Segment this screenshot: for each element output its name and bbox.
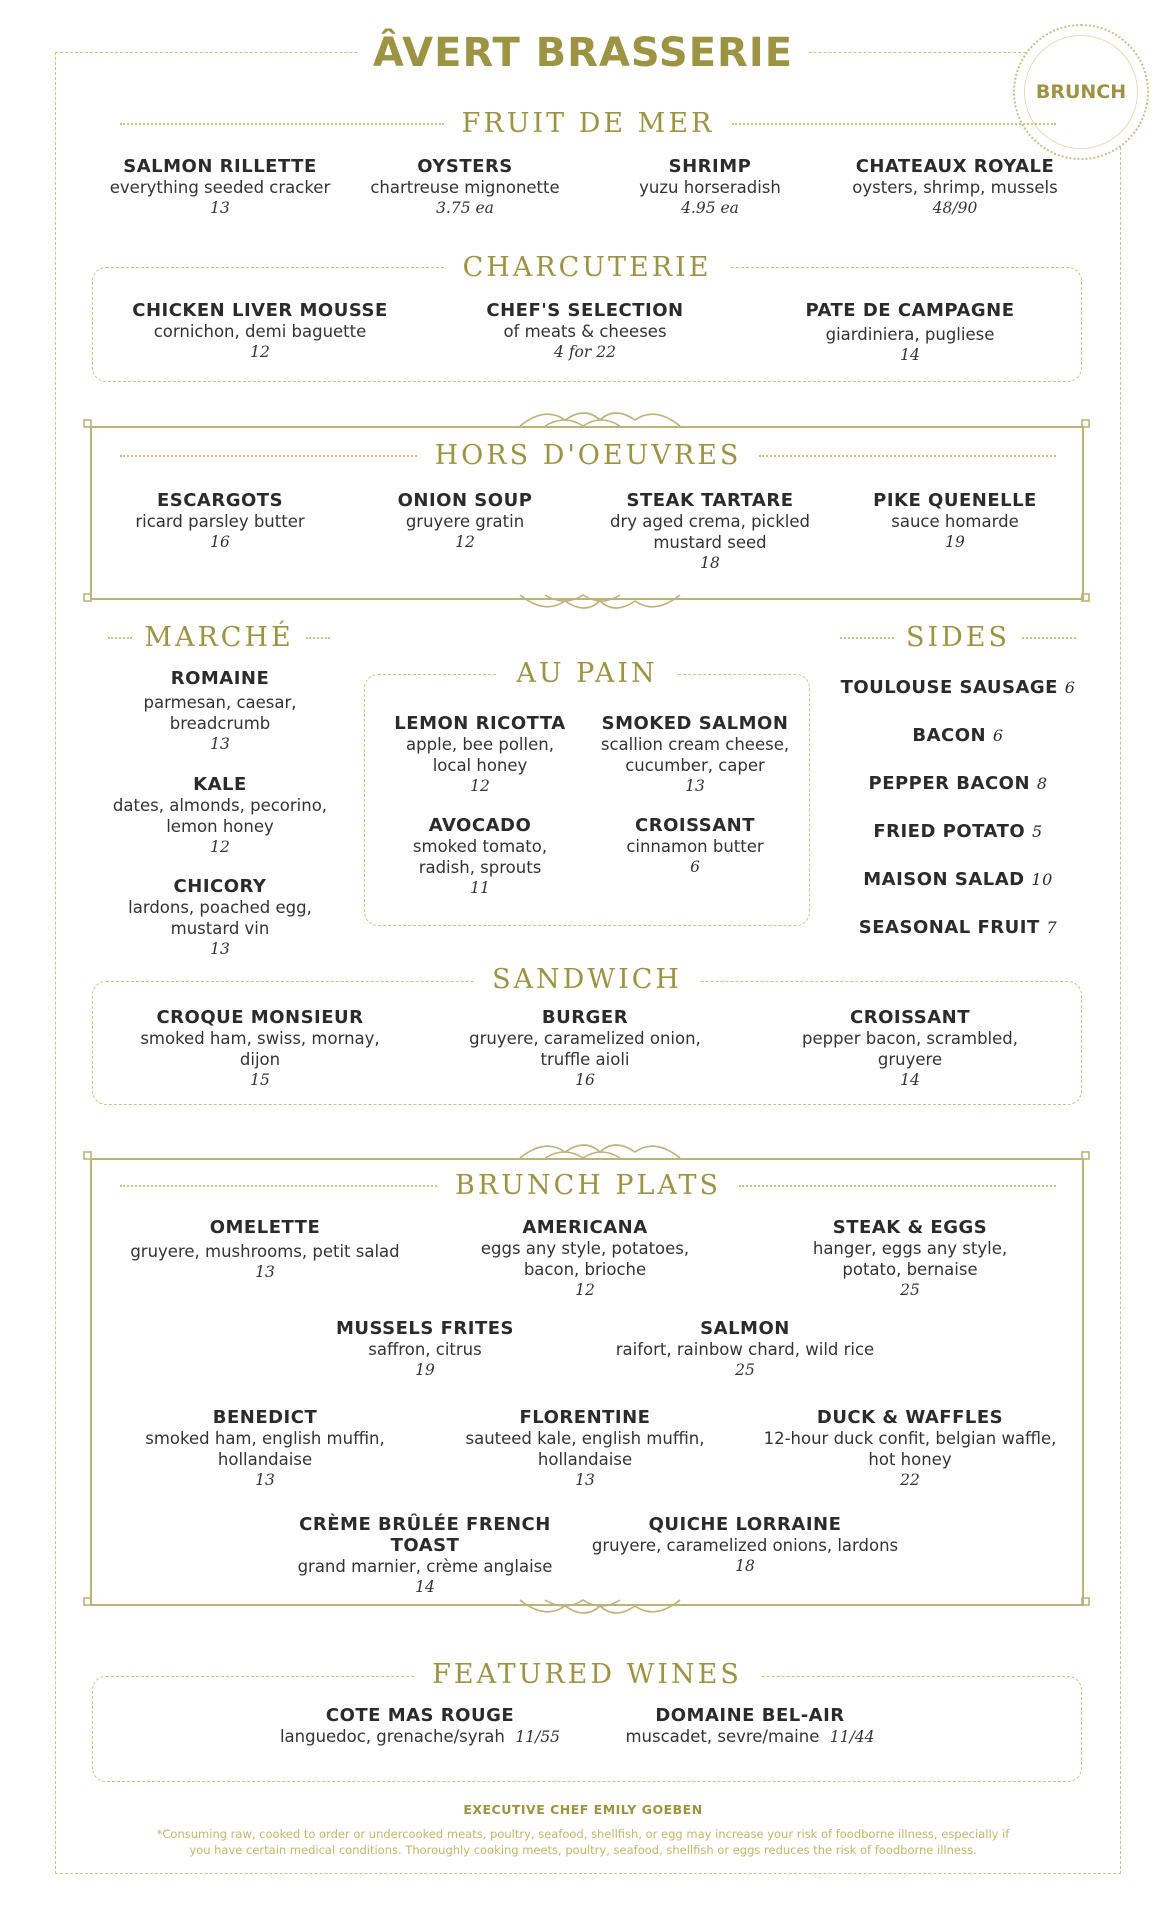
featured-wines-box [92,1676,1082,1782]
wine-item-domaine-bel-air: DOMAINE BEL-AIR muscadet, sevre/maine 11/44 [625,1705,875,1746]
menu-item-romaine: ROMAINE parmesan, caesar, breadcrumb 13 [143,668,297,753]
menu-item-croissant-sandwich: CROISSANT pepper bacon, scrambled, gruyere 14 [801,1007,1018,1089]
menu-item-quiche-lorraine: QUICHE LORRAINE gruyere, caramelized onions, lardons 18 [591,1514,899,1575]
section-title-brunch-plats: BRUNCH PLATS [120,1170,1056,1201]
menu-item-shrimp: SHRIMP yuzu horseradish 4.95 ea [639,156,781,217]
menu-item-chicken-liver-mousse: CHICKEN LIVER MOUSSE cornichon, demi baguette 12 [132,300,388,361]
side-item-pepper-bacon: PEPPER BACON 8 [868,773,1048,794]
menu-item-americana: AMERICANA eggs any style, potatoes, bacon, brioche 12 [480,1217,690,1299]
executive-chef-credit: EXECUTIVE CHEF EMILY GOEBEN [463,1802,703,1817]
menu-item-steak-tartare: STEAK TARTARE dry aged crema, pickled mustard seed 18 [610,490,810,572]
menu-item-creme-brulee-french-toast: CRÈME BRÛLÉE FRENCH TOAST grand marnier, crème anglaise 14 [297,1514,553,1596]
side-item-toulouse-sausage: TOULOUSE SAUSAGE 6 [840,677,1076,698]
section-title-sandwich: SANDWICH [92,964,1082,995]
menu-item-chateaux-royale: CHATEAUX ROYALE oysters, shrimp, mussels 48/90 [852,156,1058,217]
menu-item-escargots: ESCARGOTS ricard parsley butter 16 [135,490,305,551]
side-item-seasonal-fruit: SEASONAL FRUIT 7 [858,917,1058,938]
menu-item-burger: BURGER gruyere, caramelized onion, truffle aioli 16 [469,1007,701,1089]
menu-item-chicory: CHICORY lardons, poached egg, mustard vin 13 [128,876,312,958]
menu-item-croissant-au-pain: CROISSANT cinnamon butter 6 [626,815,764,876]
menu-item-smoked-salmon: SMOKED SALMON scallion cream cheese, cucumber, caper 13 [600,713,790,795]
side-item-bacon: BACON 6 [912,725,1004,746]
section-title-charcuterie: CHARCUTERIE [92,252,1082,283]
brand-title: ÂVERT BRASSERIE [0,30,1166,76]
menu-item-mussels-frites: MUSSELS FRITES saffron, citrus 19 [335,1318,515,1379]
section-title-au-pain: AU PAIN [364,658,810,689]
side-item-fried-potato: FRIED POTATO 5 [873,821,1043,842]
section-title-marche: MARCHÉ [108,622,330,653]
menu-item-omelette: OMELETTE gruyere, mushrooms, petit salad 13 [130,1217,400,1281]
menu-item-steak-and-eggs: STEAK & EGGS hanger, eggs any style, potato, bernaise 25 [812,1217,1008,1299]
menu-item-chefs-selection: CHEF'S SELECTION of meats & cheeses 4 for 22 [486,300,684,361]
menu-item-salmon: SALMON raifort, rainbow chard, wild rice 25 [615,1318,875,1379]
menu-item-duck-and-waffles: DUCK & WAFFLES 12-hour duck confit, belgian waffle, hot honey 22 [763,1407,1057,1489]
menu-item-florentine: FLORENTINE sauteed kale, english muffin, hollandaise 13 [465,1407,705,1489]
section-title-sides: SIDES [840,622,1076,653]
menu-item-benedict: BENEDICT smoked ham, english muffin, hollandaise 13 [145,1407,385,1489]
wine-item-cote-mas-rouge: COTE MAS ROUGE languedoc, grenache/syrah 11/55 [279,1705,561,1746]
menu-item-croque-monsieur: CROQUE MONSIEUR smoked ham, swiss, mornay, dijon 15 [140,1007,380,1089]
menu-item-kale: KALE dates, almonds, pecorino, lemon honey 12 [112,774,328,856]
menu-item-avocado: AVOCADO smoked tomato, radish, sprouts 11 [412,815,548,897]
section-title-featured-wines: FEATURED WINES [92,1659,1082,1690]
side-item-maison-salad: MAISON SALAD 10 [863,869,1053,890]
food-safety-disclaimer: *Consuming raw, cooked to order or undercooked meats, poultry, seafood, shellfish, or egg may increase your risk of foodborne illness, especially if you have certain medical conditions. Thoroughly cooking meets, poultry, seafood, shellfish or eggs reduces the risk of foodborne illness. [156,1827,1010,1857]
menu-item-lemon-ricotta: LEMON RICOTTA apple, bee pollen, local honey 12 [394,713,566,795]
menu-item-pike-quenelle: PIKE QUENELLE sauce homarde 19 [873,490,1037,551]
section-title-fruit-de-mer: FRUIT DE MER [120,108,1056,139]
section-title-hors-doeuvres: HORS D'OEUVRES [120,440,1056,471]
brunch-badge-label: BRUNCH [1024,35,1138,149]
menu-item-onion-soup: ONION SOUP gruyere gratin 12 [397,490,533,551]
menu-item-salmon-rillette: SALMON RILLETTE everything seeded cracker 13 [109,156,331,217]
menu-item-pate-de-campagne: PATE DE CAMPAGNE giardiniera, pugliese 14 [805,300,1015,364]
menu-item-oysters: OYSTERS chartreuse mignonette 3.75 ea [370,156,560,217]
